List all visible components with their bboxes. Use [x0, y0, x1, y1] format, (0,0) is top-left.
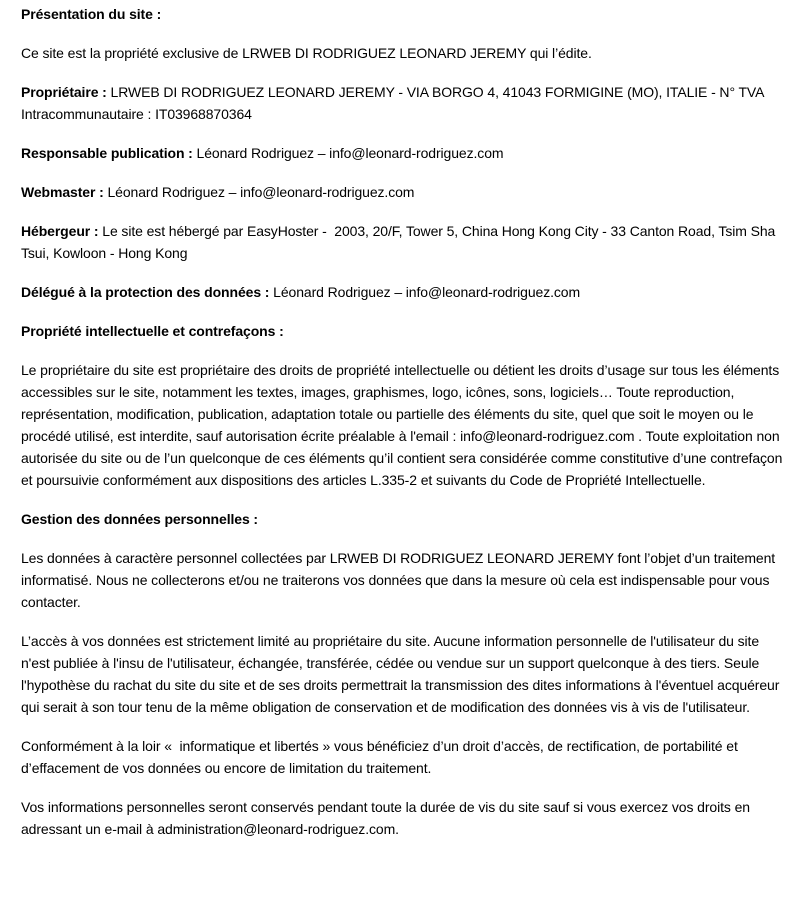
heading-presentation: Présentation du site :: [21, 6, 162, 22]
para-propriete-intellectuelle: Le propriétaire du site est propriétaire des droits de propriété intellectuelle ou détient les droits d’usage sur tous les éléments accessibles sur le site, notamment les textes, images, graphismes, logo, icônes, sons, logiciels… Toute reproduction, représentation, modification, publication, adaptation totale ou partielle des éléments du site, quel que soit le moyen ou le procédé utilisé, est interdite, sauf autorisation écrite préalable à l'email : info@leonard-rodriguez.com . Toute exploitation non autorisée du site ou de l’un quelconque de ces éléments qu’il contient sera considérée comme constitutive d’une contrefaçon et poursuivie conformément aux dispositions des articles L.335-2 et suivants du Code de Propriété Intellectuelle.: [21, 362, 783, 488]
field-delegue-donnees-label: Délégué à la protection des données :: [21, 284, 270, 300]
field-hebergeur: [21, 220, 791, 264]
para-conservation-donnees: Vos informations personnelles seront conservés pendant toute la durée de vis du site sauf si vous exercez vos droits en adressant un e-mail à administration@leonard-rodriguez.com.: [21, 799, 750, 837]
para-loi-informatique-libertes: Conformément à la loir « informatique et libertés » vous bénéficiez d’un droit d’accès, de rectification, de portabilité et d’effacement de vos données ou encore de limitation du traitement.: [21, 738, 738, 776]
field-proprietaire-label: Propriétaire :: [21, 84, 107, 100]
field-hebergeur-label: Hébergeur :: [21, 223, 99, 239]
field-webmaster: [21, 181, 791, 203]
field-webmaster-value: Léonard Rodriguez – info@leonard-rodriguez.com: [103, 184, 415, 200]
field-responsable-publication-value: Léonard Rodriguez – info@leonard-rodriguez.com: [192, 145, 504, 161]
para-intro: Ce site est la propriété exclusive de LRWEB DI RODRIGUEZ LEONARD JEREMY qui l’édite.: [21, 45, 592, 61]
field-delegue-donnees-value: Léonard Rodriguez – info@leonard-rodriguez.com: [269, 284, 581, 300]
para-acces-donnees: L’accès à vos données est strictement limité au propriétaire du site. Aucune information personnelle de l'utilisateur du site n'est publiée à l'insu de l'utilisateur, échangée, transférée, cédée ou vendue sur un support quelconque à des tiers. Seule l'hypothèse du rachat du site du site et de ses droits permettrait la transmission des dites informations à l'éventuel acquéreur qui serait à son tour tenu de la même obligation de conservation et de modification des données vis à vis de l'utilisateur.: [21, 633, 780, 715]
heading-gestion-donnees: Gestion des données personnelles :: [21, 511, 258, 527]
field-proprietaire: [21, 81, 791, 125]
field-hebergeur-value: Le site est hébergé par EasyHoster - 2003, 20/F, Tower 5, China Hong Kong City - 33 Canton Road, Tsim Sha Tsui, Kowloon - Hong Kong: [21, 223, 776, 261]
field-responsable-publication: [21, 142, 791, 164]
field-delegue-donnees: [21, 281, 791, 303]
field-proprietaire-value: LRWEB DI RODRIGUEZ LEONARD JEREMY - VIA BORGO 4, 41043 FORMIGINE (MO), ITALIE - N° TVA Intracommunautaire : IT03968870364: [21, 84, 764, 122]
field-responsable-publication-label: Responsable publication :: [21, 145, 193, 161]
field-webmaster-label: Webmaster :: [21, 184, 104, 200]
heading-propriete-intellectuelle: Propriété intellectuelle et contrefaçons :: [21, 323, 284, 339]
para-collecte-donnees: Les données à caractère personnel collectées par LRWEB DI RODRIGUEZ LEONARD JEREMY font l’objet d’un traitement informatisé. Nous ne collecterons et/ou ne traiterons vos données que dans la mesure où cela est indispensable pour vous contacter.: [21, 550, 776, 610]
